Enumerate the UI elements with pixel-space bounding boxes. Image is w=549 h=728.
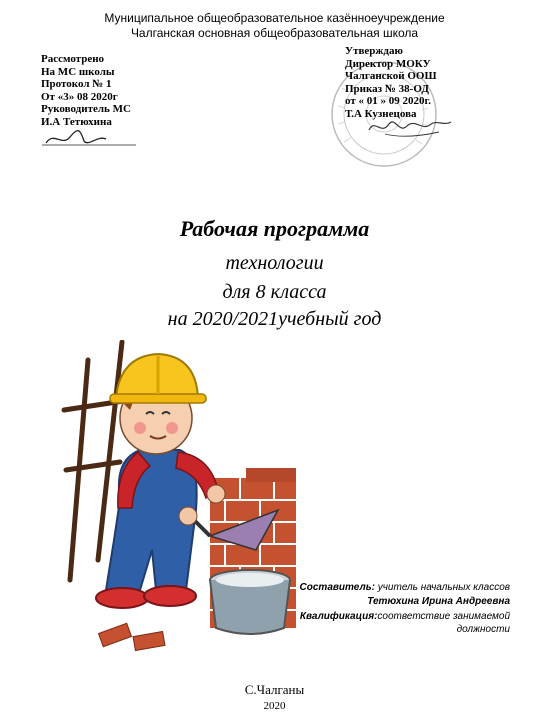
school-type-line: Муниципальное общеобразовательное казённоеучреждение: [104, 11, 445, 25]
signature-left: [40, 127, 140, 151]
approval-left-line: От «3» 08 2020г: [41, 90, 118, 103]
approval-left-line: Руководитель МС: [41, 103, 131, 115]
approval-right-line: от « 01 » 09 2020г.: [345, 95, 432, 107]
composer-role: учитель начальных классов: [377, 582, 510, 593]
composer-name: Тетюхина Ирина Андреевна: [367, 596, 510, 607]
qualification-value: соответствие занимаемой: [377, 611, 510, 622]
document-title: Рабочая программа: [179, 216, 370, 241]
qualification-value-cont: должности: [456, 624, 510, 635]
approval-right-line: Приказ № 38-ОД: [345, 82, 429, 95]
qualification-line: [298, 611, 510, 623]
approval-right-line: Директор МОКУ: [345, 57, 431, 70]
grade-line: для 8 класса: [222, 281, 327, 303]
signature-right: [365, 112, 455, 142]
school-name-line: Чалганская основная общеобразовательная школа: [130, 26, 419, 40]
composer-block: [298, 582, 510, 594]
approval-right-line: Чалганской ООШ: [345, 70, 437, 82]
approval-right-block: [345, 45, 437, 120]
approval-left-line: Рассмотрено: [41, 53, 105, 65]
builder-boy-illustration: [60, 340, 298, 660]
approval-right-line: Т.А Кузнецова: [345, 107, 417, 120]
approval-left-line: И.А Тетюхина: [41, 115, 112, 128]
place-name: С.Чалганы: [244, 682, 305, 697]
approval-left-line: Протокол № 1: [41, 78, 112, 90]
composer-label: Составитель:: [299, 582, 375, 593]
subject-line: технологии: [225, 252, 324, 274]
approval-left-block: [41, 53, 131, 128]
approval-left-line: На МС школы: [41, 65, 115, 78]
footer-year: 2020: [263, 700, 286, 712]
qualification-label: Квалификация:: [299, 611, 378, 622]
approval-right-line: Утверждаю: [345, 45, 403, 57]
school-year-line: на 2020/2021учебный год: [167, 308, 382, 330]
